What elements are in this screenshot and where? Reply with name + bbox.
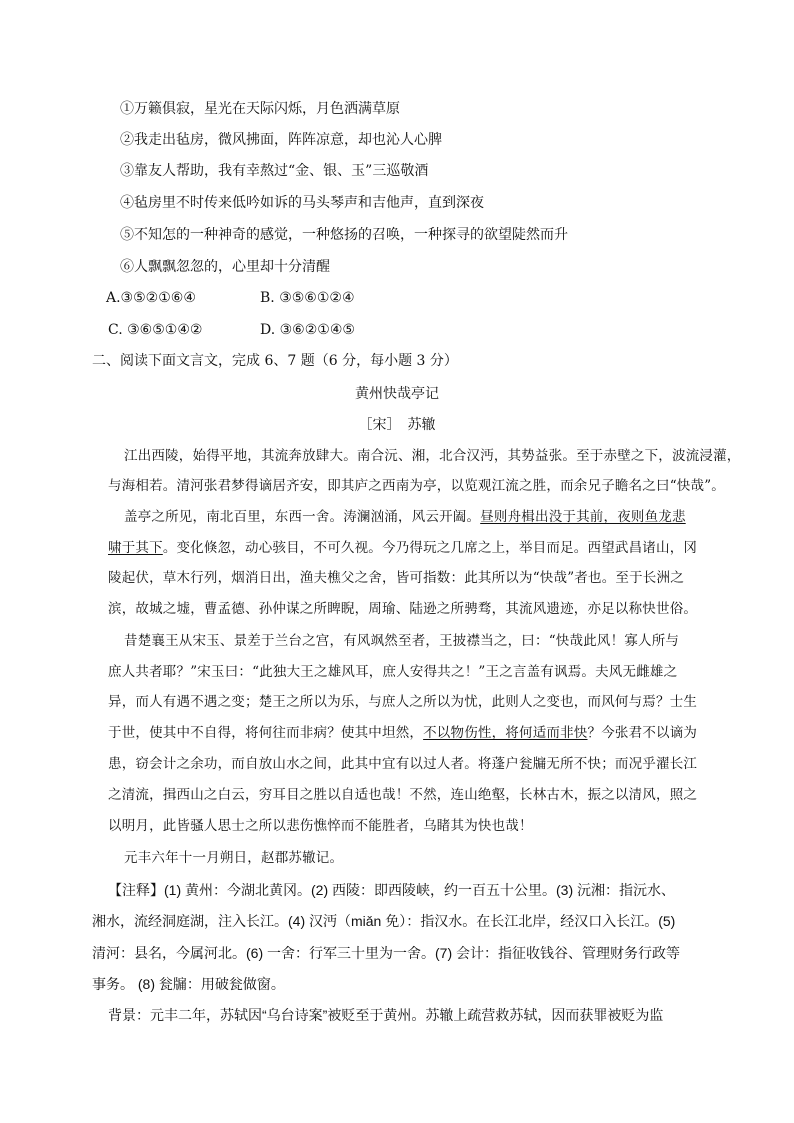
choice-a: A.③⑤②①⑥④ [106,290,196,306]
text-line [124,507,686,527]
sentence-5: ⑤不知怎的一种神奇的感觉，一种悠扬的召唤，一种探寻的欲望陡然而升 [120,227,568,243]
choice-c: C. ③⑥⑤①④② [108,322,203,338]
sentence-4: ④毡房里不时传来低吟如诉的马头琴声和吉他声，直到深夜 [120,195,484,211]
date-line: 元丰六年十一月朔日，赵郡苏辙记。 [124,850,344,866]
text-line: 陵起伏，草木行列，烟消日出，渔夫樵父之舍，皆可指数：此其所以为“快哉”者也。至于长洲之 [108,570,684,586]
note-line: 事务。 (8) 瓮牖：用破瓮做窗。 [92,976,285,992]
note-line: 清河：县名，今属河北。(6) 一舍：行军三十里为一舍。(7) 会计：指征收钱谷、管理财务行政等 [92,945,680,961]
sentence-6: ⑥人飘飘忽忽的，心里却十分清醒 [120,259,330,275]
text-line: 江出西陵，始得平地，其流奔放肆大。南合沅、湘，北合汉沔，其势益张。至于赤壁之下，波流浸灌， [124,448,741,464]
underlined-text: 不以物伤性，将何适而非快 [423,725,588,741]
choice-b: B. ③⑤⑥①②④ [260,290,355,306]
text-line [108,538,697,558]
section-heading: 二、阅读下面文言文，完成 6、7 题（6 分，每小题 3 分） [92,353,458,369]
text-line: 患，窃会计之余功，而自放山水之间，此其中宜有以过人者。将蓬户瓮牖无所不快；而况乎濯长江 [108,756,698,772]
article-author: ［宋］ 苏辙 [358,416,436,432]
text-segment: ？今张君不以谪为 [587,725,698,741]
text-segment: 于世，使其中不自得，将何往而非病？使其中坦然， [108,725,424,741]
text-line: 庶人共者耶？”宋玉曰：“此独大王之雄风耳，庶人安得共之！”王之言盖有讽焉。夫风无雌雄之 [108,664,678,680]
note-line: 湘水，流经洞庭湖，注入长江。(4) 汉沔（miǎn 免）：指汉水。在长江北岸，经汉口入长江。(5) [92,913,676,929]
text-line [108,723,697,743]
text-segment: 盖亭之所见，南北百里，东西一舍。涛澜汹涌，风云开阖。 [124,509,481,525]
text-line: 之清流，揖西山之白云，穷耳目之胜以自适也哉！不然，连山绝壑，长林古木，振之以清风，照之 [108,787,698,803]
text-line: 以明月，此皆骚人思士之所以悲伤憔悴而不能胜者，乌睹其为快也哉！ [108,818,533,834]
text-line: 异，而人有遇不遇之变；楚王之所以为乐，与庶人之所以为忧，此则人之变也，而风何与焉？士生 [108,694,698,710]
sentence-1: ①万籁俱寂，星光在天际闪烁，月色洒满草原 [120,101,400,117]
text-segment: 。变化倏忽，动心骇目，不可久视。今乃得玩之几席之上，举目而足。西望武昌诸山，冈 [162,540,698,556]
text-line: 昔楚襄王从宋玉、景差于兰台之宫，有风飒然至者，王披襟当之，曰：“快哉此风！寡人所与 [124,633,680,649]
text-line: 滨，故城之墟，曹孟德、孙仲谋之所睥睨，周瑜、陆逊之所骋骛，其流风遗迹，亦足以称快世俗。 [108,601,698,617]
underlined-text: 啸于其下 [108,540,163,556]
text-line: 与海相若。清河张君梦得谪居齐安，即其庐之西南为亭，以览观江流之胜，而余兄子瞻名之曰“快哉”。 [108,478,726,494]
sentence-2: ②我走出毡房，微风拂面，阵阵凉意，却也沁人心脾 [120,132,442,148]
note-line: 【注释】(1) 黄州：今湖北黄冈。(2) 西陵：即西陵峡，约一百五十公里。(3) 沅湘：指沅水、 [108,882,675,898]
underlined-text: 昼则舟楫出没于其前，夜则鱼龙悲 [480,509,686,525]
article-title: 黄州快哉亭记 [355,385,439,401]
sentence-3: ③靠友人帮助，我有幸熬过“金、银、玉”三巡敬酒 [120,163,429,179]
choice-d: D. ③⑥②①④⑤ [260,322,355,338]
background-text: 背景：元丰二年，苏轼因“乌台诗案”被贬至于黄州。苏辙上疏营救苏轼，因而获罪被贬为监 [108,1007,664,1023]
